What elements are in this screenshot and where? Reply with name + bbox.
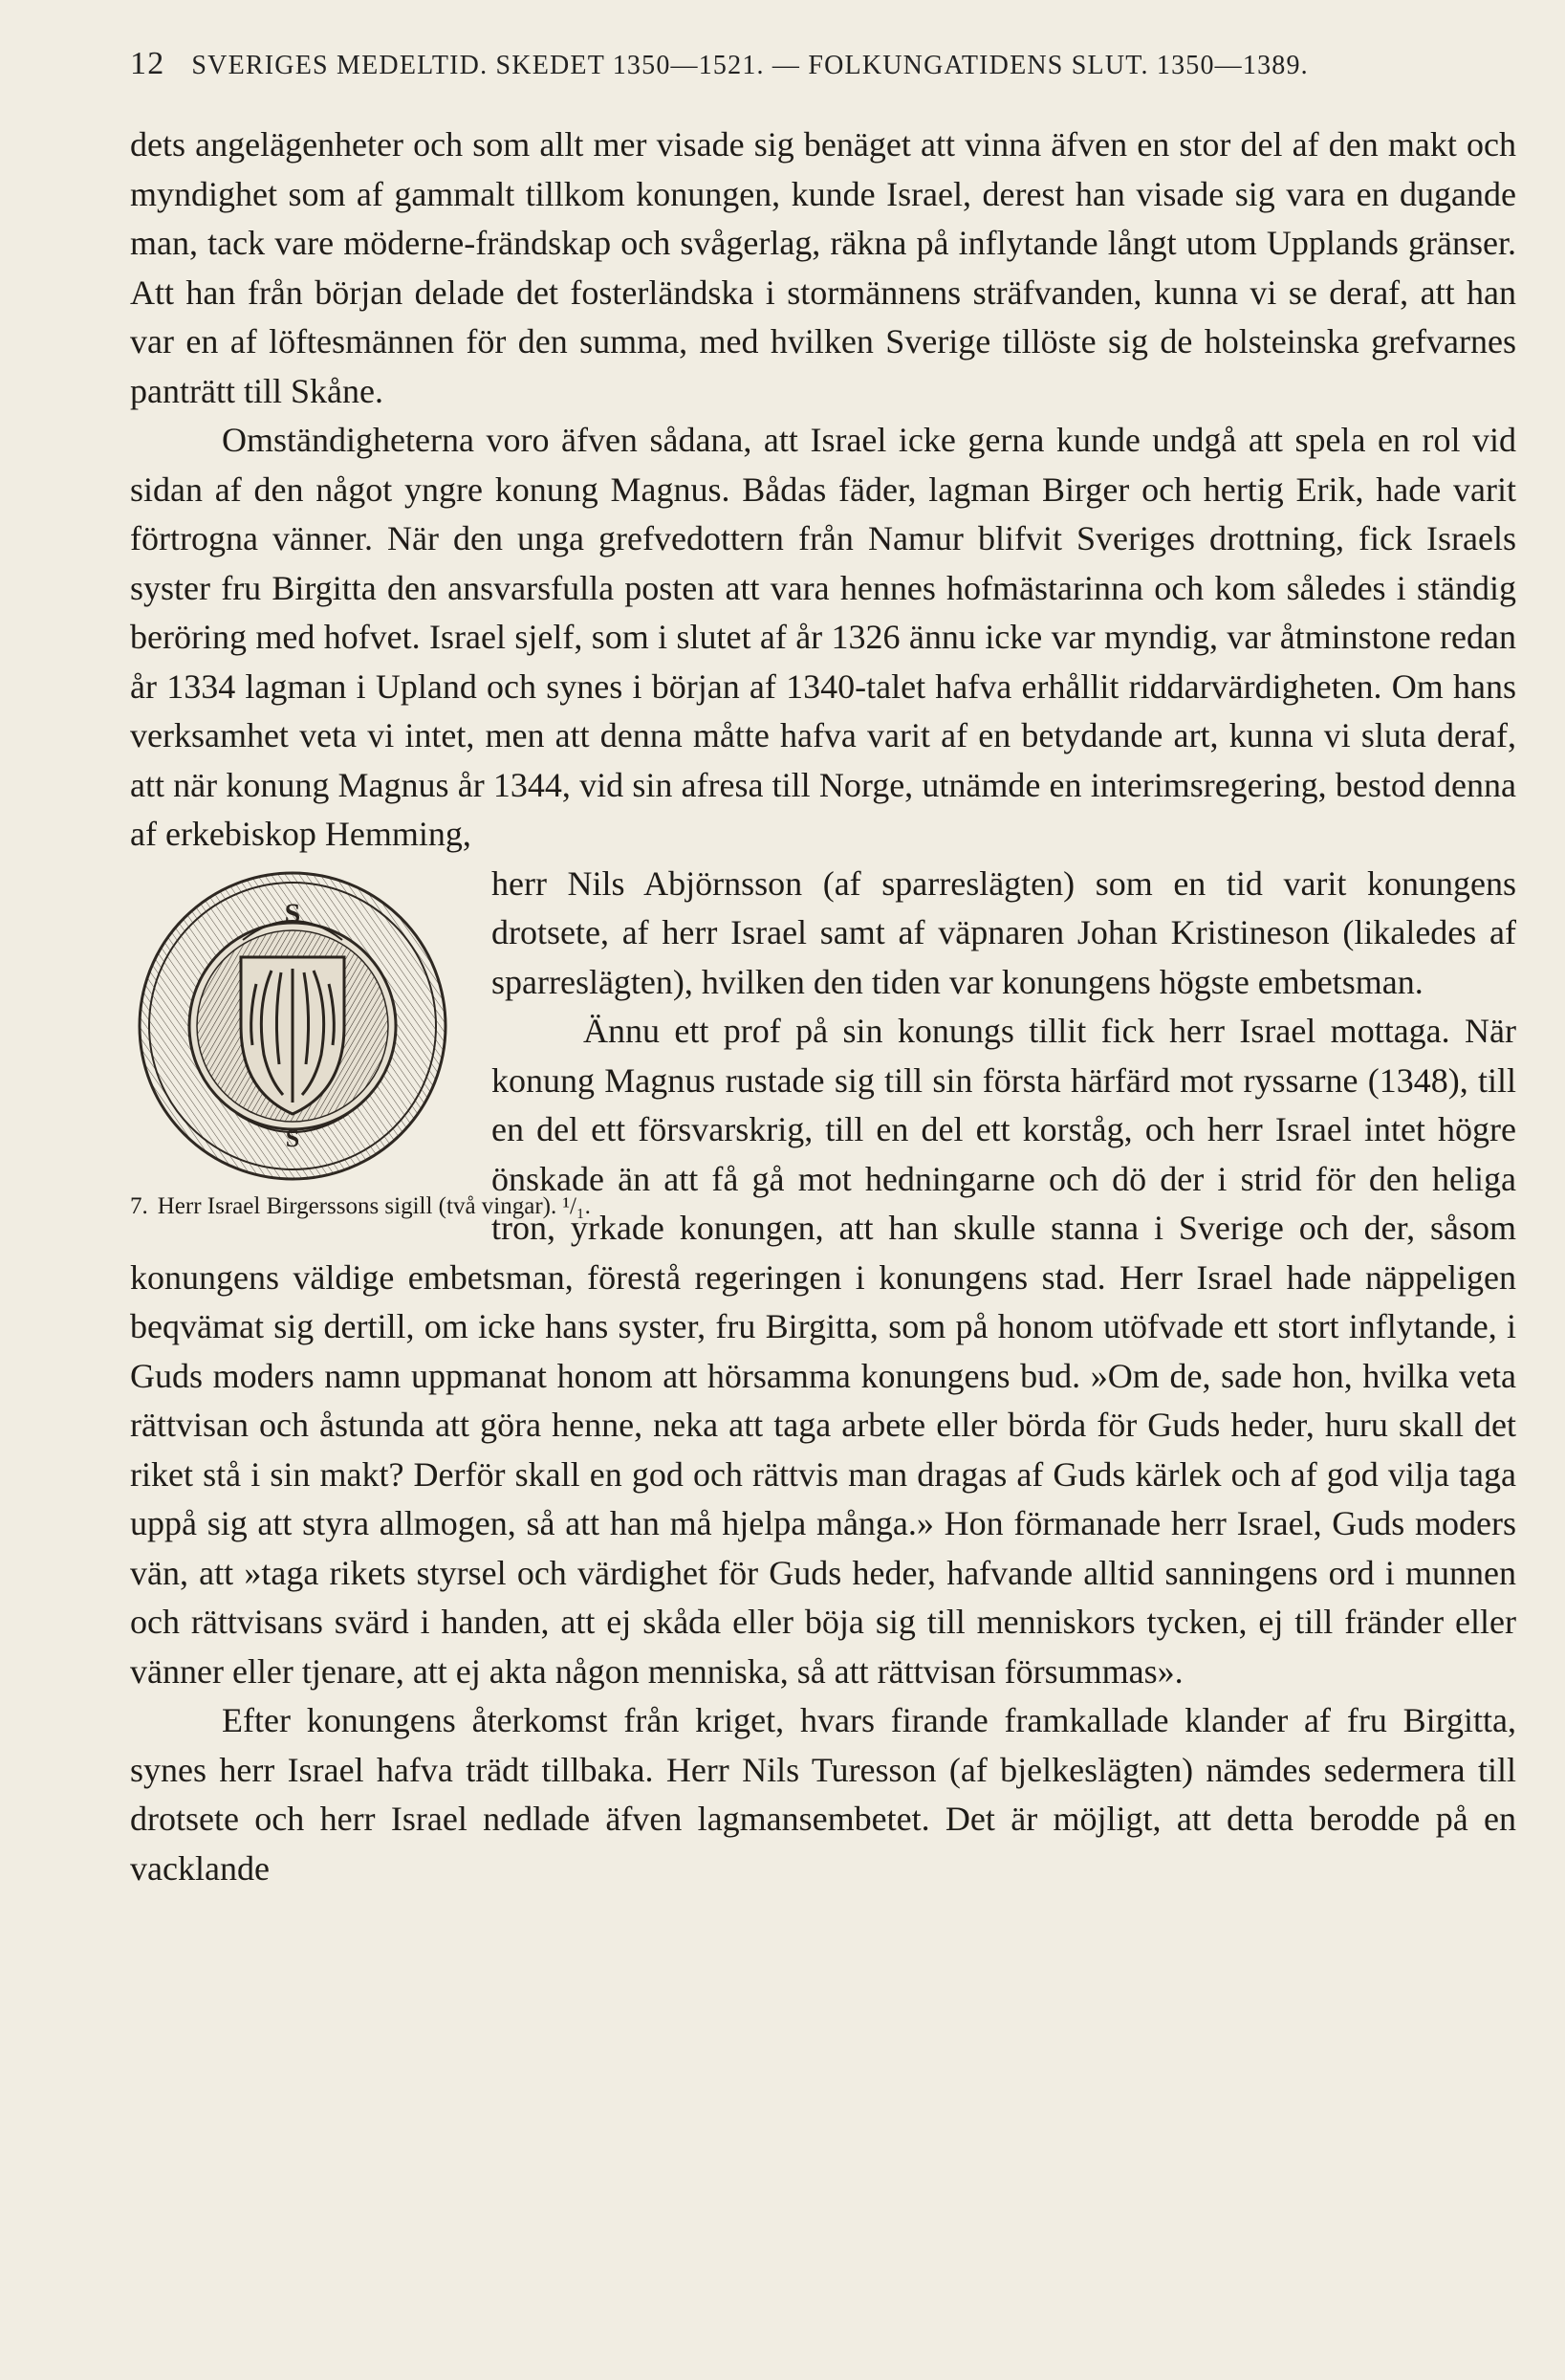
page-body	[130, 120, 1516, 1893]
paragraph-2: Omständigheterna voro äfven sådana, att Israel icke gerna kunde undgå att spela en rol vid sidan af den något yngre konung Magnus. Bådas fäder, lagman Birger och hertig Erik, hade varit förtrogna vänner. När den unga grefvedottern från Namur blifvit Sveriges drottning, fick Israels syster fru Birgitta den ansvarsfulla posten att vara hennes hofmästarinna och kom således i ständig beröring med hofvet. Israel sjelf, som i slutet af år 1326 ännu icke var myndig, var åtminstone redan år 1334 lagman i Upland och synes i början af 1340-talet hafva erhållit riddarvärdigheten. Om hans verksamhet veta vi intet, men att denna måtte hafva varit af en betydande art, kunna vi sluta deraf, att när konung Magnus år 1344, vid sin afresa till Norge, utnämde en interimsregering, bestod denna af erkebiskop Hemming,	[130, 421, 1516, 853]
paragraph-1: dets angelägenheter och som allt mer visade sig benäget att vinna äfven en stor del af den makt och myndighet som af gammalt tillkom konungen, kunde Israel, derest han visade sig vara en dugande man, tack vare möderne-frändskap och svågerlag, räkna på inflytande långt utom Upplands gränser. Att han från början delade det fosterländska i stormännens sträfvanden, kunna vi se deraf, att han var en af löftesmännen för den summa, med hvilken Sverige tillöste sig de holsteinska grefvarnes panträtt till Skåne.	[130, 125, 1516, 410]
page-number: 12	[130, 46, 165, 81]
seal-icon	[130, 863, 455, 1189]
figure-caption	[130, 1192, 591, 1221]
paragraph-5: Efter konungens återkomst från kriget, hvars firande framkallade klander af fru Birgitta, synes herr Israel hafva trädt tillbaka. Herr Nils Turesson (af bjelkeslägten) nämdes sedermera till drotsete och herr Israel nedlade äfven lagmansembetet. Det är möjligt, att detta berodde på en vacklande	[130, 1701, 1516, 1888]
paragraph-4: Ännu ett prof på sin konungs tillit fick herr Israel mottaga. När konung Magnus rustade sig till sin första härfärd mot ryssarne (1348), till en del ett försvarskrig, till en del ett korståg, och herr Israel intet högre önskade än att få gå mot hedningarne och dö der i strid för den heliga tron, yrkade konungen, att han skulle stanna i Sverige och der, såsom konungens väldige embetsman, förestå regeringen i konungens stad. Herr Israel hade näppeligen beqvämat sig dertill, om icke hans syster, fru Birgitta, som på honom utöfvade ett stort inflytande, i Guds moders namn uppmanat honom att hörsamma konungens bud. »Om de, sade hon, hvilka veta rättvisan och åstunda att göra henne, neka att taga arbete eller börda för Guds heder, huru skall det riket stå i sin makt? Derför skall en god och rättvis man dragas af Guds kärlek och af god vilja taga uppå sig att styra allmogen, så att han må hjelpa många.» Hon förmanade herr Israel, Guds moders vän, att »taga rikets styrsel och värdighet för Guds heder, hafvande alltid sanningens ord i munnen och rättvisans svärd i handen, att ej skåda eller böja sig till menniskors tycken, ej till fränder eller vänner eller tjenare, att ej akta någon menniska, så att rättvisan försummas».	[130, 1012, 1516, 1691]
figure-number: 7.	[130, 1192, 148, 1219]
seal-figure	[130, 863, 591, 1221]
svg-text:S: S	[284, 897, 301, 929]
paragraph-3: herr Nils Abjörnsson (af sparreslägten) som en tid varit konungens drotsete, af herr Israel samt af väpnaren Johan Kristineson (likaledes af sparreslägten), hvilken den tiden var konungens högste embetsman.	[491, 863, 1516, 1001]
figure-caption-text: Herr Israel Birgerssons sigill (två vingar). ¹/₁.	[157, 1192, 591, 1219]
running-header	[130, 46, 1516, 82]
running-title: SVERIGES MEDELTID. SKEDET 1350—1521. — FOLKUNGATIDENS SLUT. 1350—1389.	[191, 51, 1309, 80]
svg-text:S: S	[285, 1124, 300, 1152]
